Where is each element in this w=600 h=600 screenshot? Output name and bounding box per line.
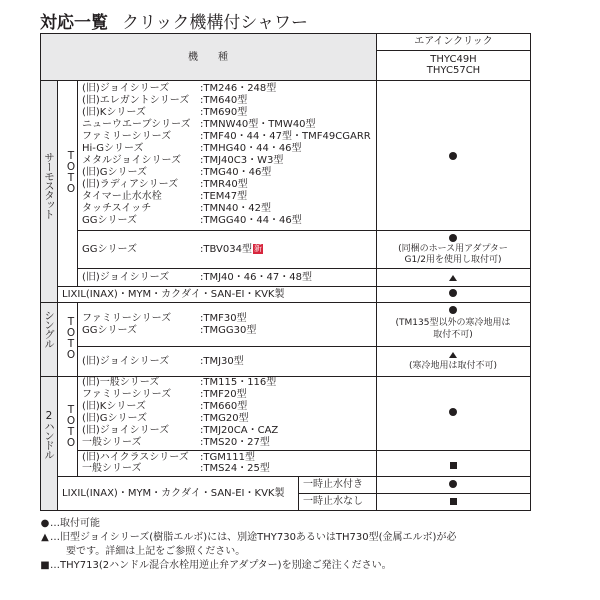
series-label: (旧)一般シリーズ: [82, 377, 160, 388]
series-label: (旧)Gシリーズ: [82, 413, 148, 424]
divider-single-g1: [77, 346, 531, 347]
compat-mark-triangle: [376, 272, 530, 284]
series-label: ニューウエーブシリーズ: [82, 119, 191, 130]
table-border-top: [40, 33, 531, 34]
model-label: :TM640型: [200, 95, 248, 106]
divider-header-bottom: [40, 80, 531, 81]
series-label: GGシリーズ: [82, 215, 137, 226]
series-label: メタルジョイシリーズ: [82, 155, 182, 166]
legend-item-square: [40, 559, 392, 572]
header-product-2: THYC57CH: [426, 65, 481, 76]
compat-mark-circle: [376, 407, 530, 419]
model-label: :TMJ40・46・47・48型: [200, 272, 312, 283]
variant-label: 一時止水付き: [303, 479, 363, 490]
model-label: :TMNW40型・TMW40型: [200, 119, 316, 130]
model-label: :TM660型: [200, 401, 248, 412]
category-two-handle: 2ハンドル: [43, 410, 55, 459]
model-label: :TMS20・27型: [200, 437, 270, 448]
model-label: :TMJ40C3・W3型: [200, 155, 284, 166]
model-label: :TMHG40・44・46型: [200, 143, 302, 154]
compat-note-line: (寒冷地用は取付不可): [408, 361, 498, 371]
divider-thermo-g2: [77, 268, 531, 269]
series-label: (旧)ジョイシリーズ: [82, 272, 170, 283]
legend-item-triangle: [40, 531, 456, 544]
model-label: :TMG40・46型: [200, 167, 272, 178]
divider-header-sub: [376, 50, 531, 51]
other-makers-label: LIXIL(INAX)・MYM・カクダイ・SAN-EI・KVK製: [62, 289, 285, 300]
series-label: (旧)ジョイシリーズ: [82, 356, 170, 367]
series-label: ファミリーシリーズ: [82, 389, 172, 400]
compat-mark-square: [376, 460, 530, 472]
legend-text: …THY713(2ハンドル混合水栓用逆止弁アダプター)を別途ご発注ください。: [50, 560, 392, 571]
model-text: :TBV034型: [200, 244, 252, 255]
model-label: :TMG20型: [200, 413, 249, 424]
page-title: [40, 8, 308, 33]
compat-note-line: 取付不可): [433, 330, 473, 340]
compat-mark-circle: [376, 288, 530, 300]
maker-two-handle: TOTO: [65, 404, 77, 448]
category-single: シングル: [43, 310, 55, 348]
series-label: ファミリーシリーズ: [82, 313, 172, 324]
series-label: タイマー止水水栓: [82, 191, 162, 202]
series-label: タッチスイッチ: [82, 203, 152, 214]
compat-mark-circle: [376, 479, 530, 491]
series-label: (旧)ジョイシリーズ: [82, 425, 170, 436]
model-label: :TMF30型: [200, 313, 247, 324]
series-label: Hi-Gシリーズ: [82, 143, 144, 154]
title-main: 対応一覧: [40, 13, 108, 33]
header-product-1: THYC49H: [430, 54, 477, 65]
compat-mark-circle: [376, 305, 530, 317]
circle-icon: ●: [40, 518, 50, 529]
model-label: :TM690型: [200, 107, 248, 118]
compat-note-line: (同梱のホース用アダプター: [398, 244, 508, 254]
model-label: :TM246・248型: [200, 83, 277, 94]
model-label: :TEM47型: [200, 191, 248, 202]
legend-text: …取付可能: [50, 518, 100, 529]
series-label: GGシリーズ: [82, 325, 137, 336]
legend-item-circle: [40, 517, 100, 530]
model-label: :TMGG40・44・46型: [200, 215, 302, 226]
compat-mark-square: [376, 496, 530, 508]
series-label: 一般シリーズ: [82, 437, 142, 448]
title-sub: クリック機構付シャワー: [122, 13, 308, 33]
model-label: :TMR40型: [200, 179, 248, 190]
model-label: :TGM111型: [200, 452, 255, 463]
divider-2h-g2: [57, 476, 531, 477]
model-label: :TMJ30型: [200, 356, 244, 367]
new-badge: 新: [253, 244, 262, 253]
series-label: (旧)Kシリーズ: [82, 401, 146, 412]
variant-label: 一時止水なし: [303, 496, 363, 507]
compat-note-line: (TM135型以外の寒冷地用は: [395, 318, 511, 328]
series-label: (旧)ハイクラスシリーズ: [82, 452, 189, 463]
model-label: :TMJ20CA・CAZ: [200, 425, 279, 436]
model-label: [200, 244, 263, 255]
series-label: (旧)エレガントシリーズ: [82, 95, 190, 106]
divider-thermo-g1: [77, 230, 531, 231]
model-label: :TMN40・42型: [200, 203, 272, 214]
series-label: (旧)Kシリーズ: [82, 107, 146, 118]
maker-single: TOTO: [65, 316, 77, 360]
legend-text: …旧型ジョイシリーズ(樹脂エルボ)には、別途THY730あるいはTH730型(金属エルボ)が必: [50, 532, 457, 543]
divider-maker-col-thermo: [77, 80, 78, 286]
series-label: (旧)ラディアシリーズ: [82, 179, 179, 190]
divider-thermo-g3: [57, 286, 531, 287]
series-label: GGシリーズ: [82, 244, 137, 255]
compat-mark-triangle: [376, 349, 530, 361]
divider-thermo-end: [40, 302, 531, 303]
model-label: :TM115・116型: [200, 377, 277, 388]
model-label: :TMF20型: [200, 389, 247, 400]
divider-2h-g1: [77, 450, 531, 451]
header-model-label: 機 種: [188, 52, 228, 63]
other-makers-label: LIXIL(INAX)・MYM・カクダイ・SAN-EI・KVK製: [62, 488, 285, 499]
series-label: (旧)ジョイシリーズ: [82, 83, 170, 94]
divider-2h-variant: [298, 493, 531, 494]
table-border-right: [530, 33, 531, 511]
series-label: (旧)Gシリーズ: [82, 167, 148, 178]
series-label: ファミリーシリーズ: [82, 131, 172, 142]
model-label: :TMF40・44・47型・TMF49CGARR: [200, 131, 371, 142]
table-border-bottom: [40, 510, 531, 511]
triangle-icon: ▲: [41, 532, 49, 543]
model-label: :TMS24・25型: [200, 463, 270, 474]
model-label: :TMGG30型: [200, 325, 257, 336]
category-thermostat: サーモスタット: [43, 152, 55, 219]
compat-note-line: G1/2用を使用し取付可): [404, 255, 502, 265]
square-icon: ■: [40, 560, 50, 571]
maker-thermostat: TOTO: [65, 150, 77, 194]
legend-item-triangle-cont: 要です。詳細は上記をご参照ください。: [66, 546, 246, 557]
compat-mark-circle: [376, 151, 530, 163]
header-product-group: エアインクリック: [414, 36, 493, 47]
series-label: 一般シリーズ: [82, 463, 142, 474]
